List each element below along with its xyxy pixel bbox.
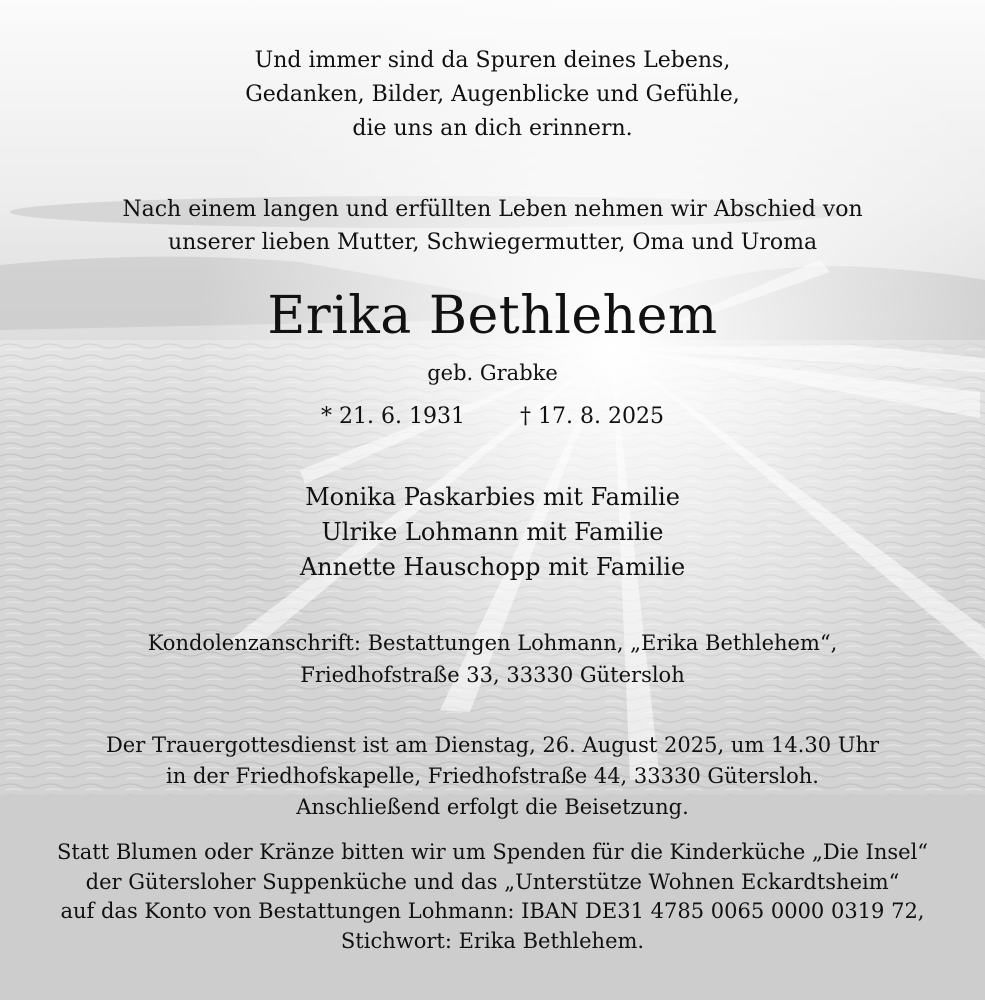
mourner: Ulrike Lohmann mit Familie [321, 518, 664, 546]
life-dates [0, 401, 985, 433]
motto-verse [0, 44, 985, 146]
donation-request [0, 838, 985, 956]
mourner: Monika Paskarbies mit Familie [305, 483, 680, 511]
motto-line: Gedanken, Bilder, Augenblicke und Gefühle, [245, 82, 740, 107]
intro-line: unserer lieben Mutter, Schwiegermutter, Oma und Uroma [167, 230, 818, 255]
condolence-address [0, 627, 985, 691]
service-line: Der Trauergottesdienst ist am Dienstag, 26. August 2025, um 14.30 Uhr [105, 733, 880, 757]
donation-line: auf das Konto von Bestattungen Lohmann: IBAN DE31 4785 0065 0000 0319 72, [60, 899, 925, 923]
motto-line: die uns an dich erinnern. [352, 116, 633, 141]
death-date: † 17. 8. 2025 [520, 404, 664, 429]
funeral-service-info [0, 730, 985, 823]
mourners-list [0, 480, 985, 585]
donation-line: Stichwort: Erika Bethlehem. [340, 928, 645, 953]
birth-date: * 21. 6. 1931 [321, 404, 465, 429]
motto-line: Und immer sind da Spuren deines Lebens, [254, 48, 731, 73]
donation-line: der Gütersloher Suppenküche und das „Unterstütze Wohnen Eckardtsheim“ [85, 869, 900, 894]
farewell-intro [0, 193, 985, 259]
donation-line: Statt Blumen oder Kränze bitten wir um Spenden für die Kinderküche „Die Insel“ [56, 840, 929, 864]
condolence-line: Kondolenzanschrift: Bestattungen Lohmann, „Erika Bethlehem“, [147, 631, 838, 655]
birth-name: geb. Grabke [427, 361, 558, 385]
intro-line: Nach einem langen und erfüllten Leben nehmen wir Abschied von [122, 197, 863, 222]
mourner: Annette Hauschopp mit Familie [299, 553, 686, 581]
service-line: Anschließend erfolgt die Beisetzung. [296, 795, 689, 819]
deceased-name: Erika Bethlehem [267, 286, 718, 346]
service-line: in der Friedhofskapelle, Friedhofstraße 44, 33330 Gütersloh. [166, 764, 819, 788]
condolence-line: Friedhofstraße 33, 33330 Gütersloh [300, 663, 685, 687]
